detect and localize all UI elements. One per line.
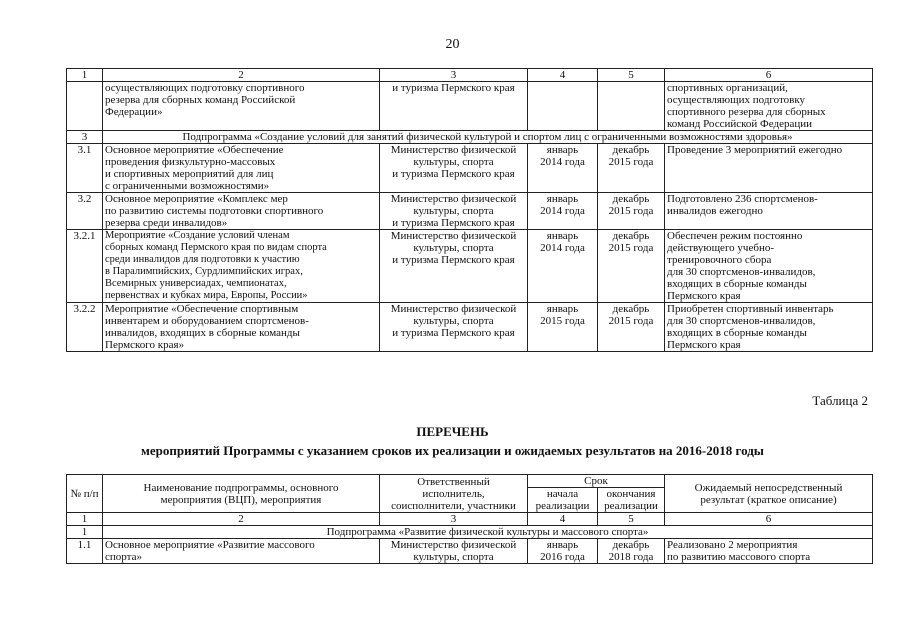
row-number: 3.1 <box>67 144 103 193</box>
header-start: начала реализации <box>528 488 598 513</box>
expected-result: спортивных организаций, осуществляющих подготовку спортивного резерва для сборных команд Российской Федерации <box>665 82 873 131</box>
measure-name: Мероприятие «Обеспечение спортивным инвентарем и оборудованием спортсменов- инвалидов, входящих в сборные команды Пермского края» <box>103 303 380 352</box>
start-date: январь 2014 года <box>528 144 598 193</box>
header-executor: Ответственный исполнитель, соисполнители, участники <box>380 475 528 513</box>
executor: Министерство физической культуры, спорта и туризма Пермского края <box>380 193 528 230</box>
header-term: Срок <box>528 475 665 488</box>
header-row <box>67 475 873 488</box>
header-name: Наименование подпрограммы, основного мероприятия (ВЦП), мероприятия <box>103 475 380 513</box>
start-date: январь 2014 года <box>528 230 598 303</box>
table-label: Таблица 2 <box>812 393 868 408</box>
column-index-row <box>67 513 873 526</box>
subprogram-title: Подпрограмма «Развитие физической культуры и массового спорта» <box>103 526 873 539</box>
measure-name: осуществляющих подготовку спортивного резерва для сборных команд Российской Федерации» <box>103 82 380 131</box>
column-index: 1 <box>67 513 103 526</box>
subprogram-title: Подпрограмма «Создание условий для занятий физической культурой и спортом лиц с ограниченными возможностями здоровья» <box>103 131 873 144</box>
page-number: 20 <box>445 37 460 52</box>
header-result: Ожидаемый непосредственный результат (краткое описание) <box>665 475 873 513</box>
column-index: 2 <box>103 513 380 526</box>
table-row <box>67 193 873 230</box>
expected-result: Проведение 3 мероприятий ежегодно <box>665 144 873 193</box>
measures-table-2016-2018 <box>66 474 873 564</box>
column-index: 4 <box>528 69 598 82</box>
header-end: окончания реализации <box>598 488 665 513</box>
table-row <box>67 539 873 564</box>
row-number: 3.2.2 <box>67 303 103 352</box>
column-index: 5 <box>598 513 665 526</box>
expected-result: Приобретен спортивный инвентарь для 30 спортсменов-инвалидов, входящих в сборные команды Пермского края <box>665 303 873 352</box>
end-date: декабрь 2015 года <box>598 303 665 352</box>
executor: Министерство физической культуры, спорта и туризма Пермского края <box>380 230 528 303</box>
column-index: 2 <box>103 69 380 82</box>
executor: Министерство физической культуры, спорта и туризма Пермского края <box>380 144 528 193</box>
measure-name: Основное мероприятие «Обеспечение проведения физкультурно-массовых и спортивных мероприятий для лиц с ограниченными возможностями» <box>103 144 380 193</box>
table-row <box>67 230 873 303</box>
start-date: январь 2015 года <box>528 303 598 352</box>
measure-name: Основное мероприятие «Комплекс мер по развитию системы подготовки спортивного резерва среди инвалидов» <box>103 193 380 230</box>
list-title: ПЕРЕЧЕНЬ <box>416 424 489 439</box>
column-index: 3 <box>380 513 528 526</box>
row-number: 3.2.1 <box>67 230 103 303</box>
header-number: № п/п <box>67 475 103 513</box>
column-index: 5 <box>598 69 665 82</box>
column-index: 1 <box>67 69 103 82</box>
column-index: 6 <box>665 69 873 82</box>
list-subtitle: мероприятий Программы с указанием сроков их реализации и ожидаемых результатов на 2016-2018 годы <box>141 443 764 458</box>
start-date: январь 2014 года <box>528 193 598 230</box>
end-date: декабрь 2015 года <box>598 193 665 230</box>
section-number: 3 <box>67 131 103 144</box>
measure-name: Основное мероприятие «Развитие массового спорта» <box>103 539 380 564</box>
table-row <box>67 82 873 131</box>
section-row <box>67 526 873 539</box>
end-date: декабрь 2015 года <box>598 230 665 303</box>
row-number: 1.1 <box>67 539 103 564</box>
table-row <box>67 144 873 193</box>
section-row <box>67 131 873 144</box>
executor: Министерство физической культуры, спорта <box>380 539 528 564</box>
column-index: 4 <box>528 513 598 526</box>
expected-result: Реализовано 2 мероприятия по развитию массового спорта <box>665 539 873 564</box>
column-index-row <box>67 69 873 82</box>
expected-result: Подготовлено 236 спортсменов- инвалидов ежегодно <box>665 193 873 230</box>
column-index: 6 <box>665 513 873 526</box>
executor: и туризма Пермского края <box>380 82 528 131</box>
measure-name: Мероприятие «Создание условий членам сборных команд Пермского края по видам спорта среди инвалидов для подготовки к участию в Паралимпийских, Сурдлимпийских играх, Всемирных универсиадах, чемпионатах, первенствах и кубках мира, Европы, России» <box>103 230 380 303</box>
section-number: 1 <box>67 526 103 539</box>
executor: Министерство физической культуры, спорта и туризма Пермского края <box>380 303 528 352</box>
measures-table-continued <box>66 68 873 352</box>
end-date: декабрь 2015 года <box>598 144 665 193</box>
column-index: 3 <box>380 69 528 82</box>
row-number: 3.2 <box>67 193 103 230</box>
expected-result: Обеспечен режим постоянно действующего учебно- тренировочного сбора для 30 спортсменов-инвалидов, входящих в сборные команды Пермского края <box>665 230 873 303</box>
table-row <box>67 303 873 352</box>
start-date: январь 2016 года <box>528 539 598 564</box>
end-date: декабрь 2018 года <box>598 539 665 564</box>
